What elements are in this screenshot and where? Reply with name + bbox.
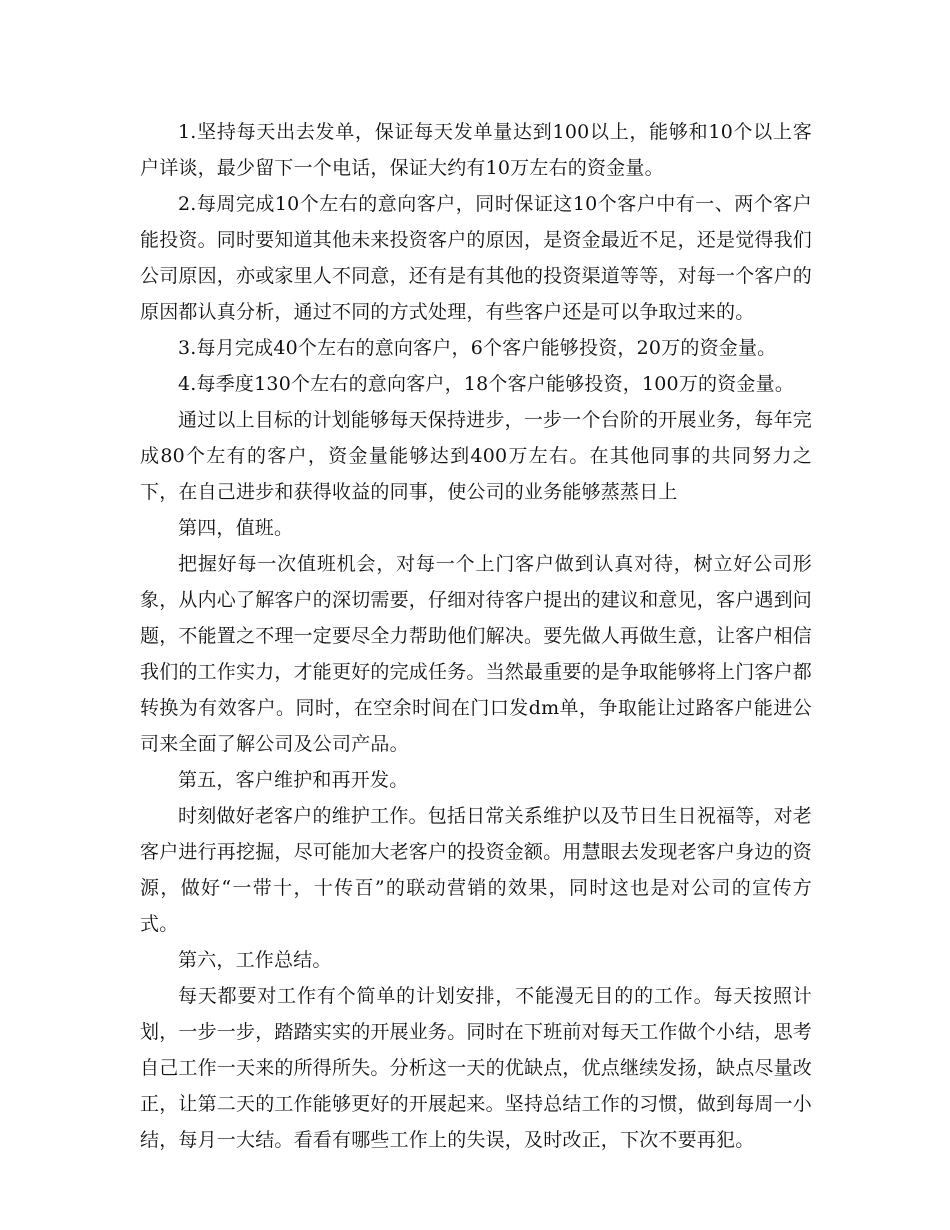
section-heading-duty: 第四，值班。 [178,517,294,539]
paragraph-duty: 把握好每一次值班机会，对每一个上门客户做到认真对待，树立好公司形象，从内心了解客户的深切需要，仔细对待客户提出的建议和意见，客户遇到问题，不能置之不理一定要尽全力帮助他们解决。要先做人再做生意，让客户相信我们的工作实力，才能更好的完成任务。当然最重要的是争取能够将上门客户都转换为有效客户。同时，在空余时间在门口发dm单，争取能让过路客户能进公司来全面了解公司及公司产品。 [140,553,813,755]
paragraph-work-summary: 每天都要对工作有个简单的计划安排，不能漫无目的的工作。每天按照计划，一步一步，踏踏实实的开展业务。同时在下班前对每天工作做个小结，思考自己工作一天来的所得所失。分析这一天的优缺点，优点继续发扬，缺点尽量改正，让第二天的工作能够更好的开展起来。坚持总结工作的习惯，做到每周一小结，每月一大结。看看有哪些工作上的失误，及时改正，下次不要再犯。 [140,985,813,1151]
paragraph-goal-weekly: 2.每周完成10个左右的意向客户，同时保证这10个客户中有一、两个客户能投资。同时要知道其他未来投资客户的原因，是资金最近不足，还是觉得我们公司原因，亦或家里人不同意，还有是有其他的投资渠道等等，对每一个客户的原因都认真分析，通过不同的方式处理，有些客户还是可以争取过来的。 [140,193,813,323]
paragraph-goal-daily: 1.坚持每天出去发单，保证每天发单量达到100以上，能够和10个以上客户详谈，最少留下一个电话，保证大约有10万左右的资金量。 [140,121,812,179]
document-body [140,114,812,1158]
section-heading-customer-maintenance: 第五，客户维护和再开发。 [178,769,409,791]
section-heading-work-summary: 第六，工作总结。 [178,949,332,971]
paragraph-customer-maintenance: 时刻做好老客户的维护工作。包括日常关系维护以及节日生日祝福等，对老客户进行再挖掘，尽可能加大老客户的投资金额。用慧眼去发现老客户身边的资源，做好“一带十，十传百”的联动营销的效果，同时这也是对公司的宣传方式。 [140,805,813,935]
paragraph-goal-quarterly: 4.每季度130个左右的意向客户，18个客户能够投资，100万的资金量。 [178,373,795,395]
paragraph-goal-summary: 通过以上目标的计划能够每天保持进步，一步一个台阶的开展业务，每年完成80个左有的客户，资金量能够达到400万左右。在其他同事的共同努力之下，在自己进步和获得收益的同事，使公司的业务能够蒸蒸日上 [140,409,812,503]
paragraph-goal-monthly: 3.每月完成40个左右的意向客户，6个客户能够投资，20万的资金量。 [178,337,777,359]
